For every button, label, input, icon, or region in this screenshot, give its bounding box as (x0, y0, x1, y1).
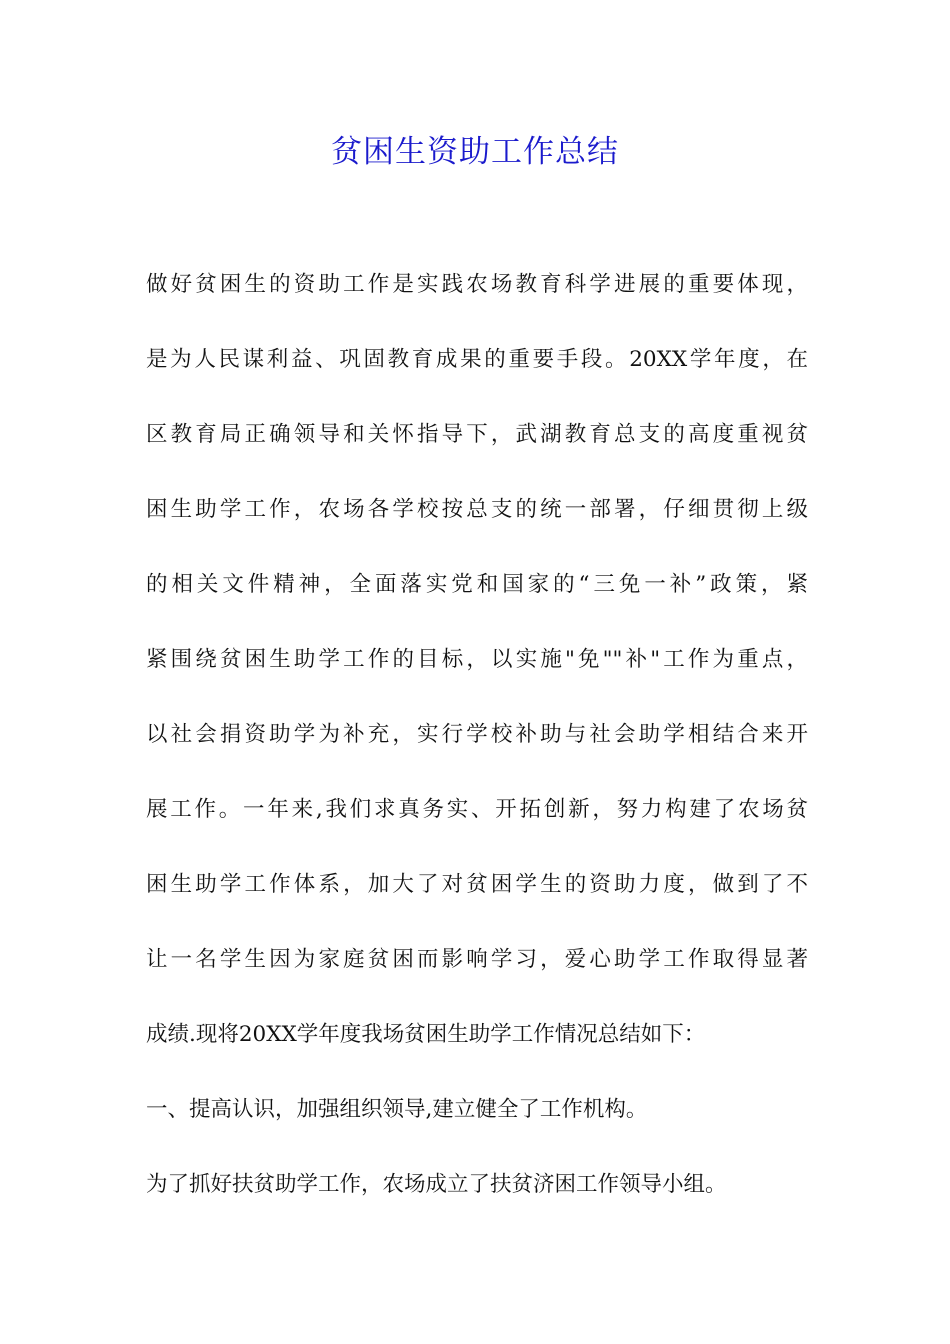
paragraph-line: 的相关文件精神，全面落实党和国家的“三免一补”政策，紧 (146, 572, 808, 597)
section-heading: 一、提高认识，加强组织领导,建立健全了工作机构。 (146, 1097, 648, 1122)
document-title: 贫困生资助工作总结 (331, 134, 619, 170)
paragraph-line: 让一名学生因为家庭贫困而影响学习，爱心助学工作取得显著 (146, 947, 808, 972)
document-body (146, 262, 808, 1237)
paragraph-line: 为了抓好扶贫助学工作，农场成立了扶贫济困工作领导小组。 (146, 1172, 727, 1197)
paragraph-line: 紧围绕贫困生助学工作的目标，以实施"免""补"工作为重点， (146, 647, 808, 672)
paragraph-line: 是为人民谋利益、巩固教育成果的重要手段。20XX学年度，在 (146, 347, 808, 372)
paragraph-line: 展工作。一年来,我们求真务实、开拓创新，努力构建了农场贫 (146, 797, 808, 822)
paragraph-line: 困生助学工作体系，加大了对贫困学生的资助力度，做到了不 (146, 872, 808, 897)
paragraph-line: 以社会捐资助学为补充，实行学校补助与社会助学相结合来开 (146, 722, 808, 747)
paragraph-line: 区教育局正确领导和关怀指导下，武湖教育总支的高度重视贫 (146, 422, 808, 447)
paragraph-line: 成绩.现将20XX学年度我场贫困生助学工作情况总结如下： (146, 1022, 706, 1047)
paragraph-line: 做好贫困生的资助工作是实践农场教育科学进展的重要体现， (146, 272, 808, 297)
paragraph-line: 困生助学工作，农场各学校按总支的统一部署，仔细贯彻上级 (146, 497, 808, 522)
